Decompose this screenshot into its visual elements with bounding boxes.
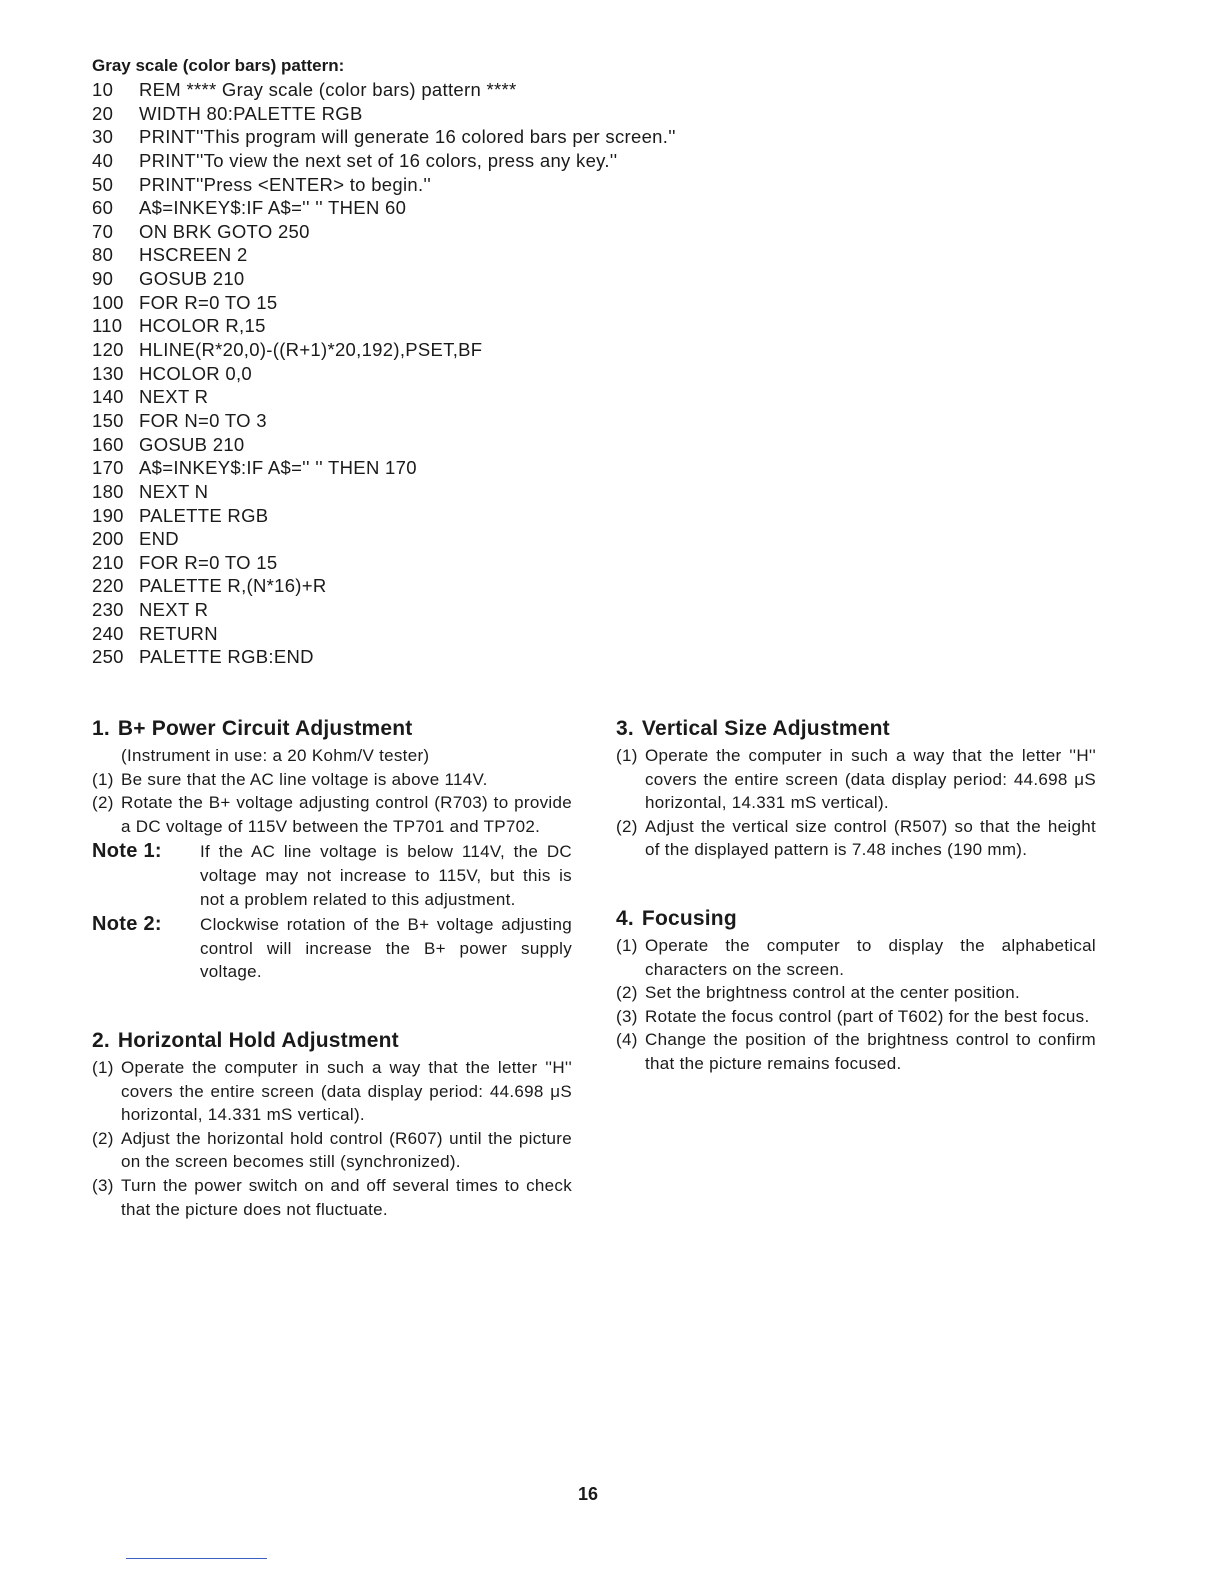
item-text: Adjust the vertical size control (R507) so that the height of the displayed pattern is 7.48 inches (190 mm). xyxy=(645,816,1096,860)
code-text: WIDTH 80:PALETTE RGB xyxy=(139,102,363,124)
program-title: Gray scale (color bars) pattern: xyxy=(92,56,345,75)
line-number: 130 xyxy=(92,362,124,384)
code-line xyxy=(92,338,812,362)
page-number: 16 xyxy=(577,1484,599,1504)
list-item xyxy=(616,1005,1096,1029)
code-lines xyxy=(92,78,812,669)
note-text: If the AC line voltage is below 114V, the DC voltage may not increase to 115V, but this is not a problem related to this adjustment. xyxy=(200,842,572,909)
line-number: 250 xyxy=(92,646,124,668)
item-text: Set the brightness control at the center position. xyxy=(645,983,1021,1003)
item-text: Change the position of the brightness control to confirm that the picture remains focused. xyxy=(645,1030,1096,1073)
item-text: Operate the computer to display the alphabetical characters on the screen. xyxy=(645,935,1096,979)
code-line xyxy=(92,527,812,551)
line-number: 80 xyxy=(92,244,114,266)
item-text: Operate the computer in such a way that the letter ''H'' covers the entire screen (data display period: 44.698 μS horizontal, 14.331 mS vertical). xyxy=(121,1057,572,1125)
section-b-plus-power-circuit xyxy=(92,714,572,984)
code-line xyxy=(92,362,812,386)
section-number: 2. xyxy=(92,1028,110,1052)
line-number: 50 xyxy=(92,173,114,195)
code-line xyxy=(92,409,812,433)
line-number: 200 xyxy=(92,528,124,550)
code-line xyxy=(92,149,812,173)
code-text: FOR R=0 TO 15 xyxy=(139,291,278,313)
item-marker: (1) xyxy=(92,1057,114,1077)
code-text: FOR N=0 TO 3 xyxy=(139,409,267,431)
section-number: 4. xyxy=(616,906,634,930)
line-number: 10 xyxy=(92,79,114,100)
code-text: HCOLOR 0,0 xyxy=(139,362,253,384)
code-text: GOSUB 210 xyxy=(139,433,245,455)
section-heading xyxy=(616,714,1096,744)
line-number: 150 xyxy=(92,409,124,431)
code-text: GOSUB 210 xyxy=(139,268,245,290)
note-text: Clockwise rotation of the B+ voltage adjusting control will increase the B+ power supply voltage. xyxy=(200,915,572,982)
code-text: NEXT R xyxy=(139,386,209,408)
code-text: PRINT''To view the next set of 16 colors, press any key.'' xyxy=(139,149,618,171)
code-line xyxy=(92,314,812,338)
item-text: Operate the computer in such a way that the letter ''H'' covers the entire screen (data display period: 44.698 μS horizontal, 14.331 mS vertical). xyxy=(645,746,1096,813)
section-focusing xyxy=(616,904,1096,1076)
code-line xyxy=(92,220,812,244)
note xyxy=(92,840,572,911)
list-item xyxy=(92,768,572,792)
item-list xyxy=(92,768,572,839)
code-line xyxy=(92,173,812,197)
code-line xyxy=(92,125,812,149)
notes-list xyxy=(92,840,572,984)
code-text: PALETTE R,(N*16)+R xyxy=(139,575,327,597)
list-item xyxy=(92,1127,572,1174)
code-text: ON BRK GOTO 250 xyxy=(139,220,310,242)
code-line xyxy=(92,456,812,480)
item-marker: (4) xyxy=(616,1030,638,1050)
code-line xyxy=(92,102,812,126)
list-item xyxy=(92,791,572,838)
code-text: END xyxy=(139,528,179,550)
section-number: 1. xyxy=(92,717,110,740)
line-number: 180 xyxy=(92,480,124,502)
item-marker: (2) xyxy=(92,793,114,813)
line-number: 170 xyxy=(92,457,124,479)
list-item xyxy=(92,1174,572,1221)
code-text: A$=INKEY$:IF A$='' '' THEN 170 xyxy=(139,457,417,479)
footer-rule xyxy=(126,1558,267,1559)
code-line xyxy=(92,574,812,598)
item-list xyxy=(616,934,1096,1076)
section-horizontal-hold xyxy=(92,1026,572,1221)
code-text: REM **** Gray scale (color bars) pattern **** xyxy=(139,79,517,100)
list-item xyxy=(92,1056,572,1127)
code-text: NEXT N xyxy=(139,480,209,502)
line-number: 190 xyxy=(92,504,124,526)
list-item xyxy=(616,815,1096,862)
basic-program-listing xyxy=(92,54,812,669)
item-text: Rotate the focus control (part of T602) for the best focus. xyxy=(645,1006,1090,1026)
code-text: PALETTE RGB xyxy=(139,504,269,526)
code-line xyxy=(92,622,812,646)
code-text: FOR R=0 TO 15 xyxy=(139,551,278,573)
code-text: NEXT R xyxy=(139,599,209,621)
item-list xyxy=(616,744,1096,862)
code-line xyxy=(92,196,812,220)
list-item xyxy=(616,744,1096,815)
item-marker: (1) xyxy=(92,769,114,789)
line-number: 40 xyxy=(92,149,114,171)
item-text: Turn the power switch on and off several times to check that the picture does not fluctuate. xyxy=(121,1175,572,1219)
code-text: HLINE(R*20,0)-((R+1)*20,192),PSET,BF xyxy=(139,339,483,361)
code-text: HSCREEN 2 xyxy=(139,244,248,266)
code-line xyxy=(92,480,812,504)
code-line xyxy=(92,243,812,267)
line-number: 100 xyxy=(92,291,124,313)
list-item xyxy=(616,1028,1096,1075)
list-item xyxy=(616,981,1096,1005)
item-list xyxy=(92,1056,572,1221)
section-title: Horizontal Hold Adjustment xyxy=(117,1028,399,1052)
code-text: PALETTE RGB:END xyxy=(139,646,314,668)
line-number: 230 xyxy=(92,599,124,621)
line-number: 60 xyxy=(92,197,114,219)
note-label: Note 2: xyxy=(92,913,162,936)
item-marker: (2) xyxy=(92,1128,114,1148)
code-line xyxy=(92,433,812,457)
line-number: 70 xyxy=(92,220,114,242)
section-title: Focusing xyxy=(641,906,737,930)
note xyxy=(92,913,572,984)
line-number: 20 xyxy=(92,102,114,124)
line-number: 140 xyxy=(92,386,124,408)
code-text: HCOLOR R,15 xyxy=(139,315,266,337)
code-line xyxy=(92,78,812,102)
code-text: PRINT''Press <ENTER> to begin.'' xyxy=(139,173,432,195)
line-number: 30 xyxy=(92,126,114,148)
item-text: Rotate the B+ voltage adjusting control (R703) to provide a DC voltage of 115V between the TP701 and TP702. xyxy=(121,793,572,836)
line-number: 210 xyxy=(92,551,124,573)
line-number: 120 xyxy=(92,339,124,361)
item-marker: (2) xyxy=(616,983,638,1003)
item-marker: (3) xyxy=(616,1006,638,1026)
list-item xyxy=(616,934,1096,981)
item-marker: (1) xyxy=(616,935,638,955)
code-text: PRINT''This program will generate 16 colored bars per screen.'' xyxy=(139,126,676,148)
section-number: 3. xyxy=(616,717,634,740)
item-marker: (3) xyxy=(92,1175,114,1195)
code-text: A$=INKEY$:IF A$='' '' THEN 60 xyxy=(139,197,407,219)
code-line xyxy=(92,504,812,528)
section-title: B+ Power Circuit Adjustment xyxy=(117,717,413,740)
line-number: 240 xyxy=(92,622,124,644)
code-line xyxy=(92,291,812,315)
item-marker: (2) xyxy=(616,816,638,836)
item-marker: (1) xyxy=(616,746,638,765)
line-number: 110 xyxy=(92,315,123,337)
code-line xyxy=(92,551,812,575)
note-label: Note 1: xyxy=(92,840,162,863)
item-text: Adjust the horizontal hold control (R607) until the picture on the screen becomes still (synchronized). xyxy=(121,1128,572,1172)
section-heading xyxy=(92,714,572,744)
code-text: RETURN xyxy=(139,622,218,644)
code-line xyxy=(92,598,812,622)
code-line xyxy=(92,385,812,409)
section-title: Vertical Size Adjustment xyxy=(641,717,890,740)
line-number: 90 xyxy=(92,268,114,290)
section-heading xyxy=(616,904,1096,934)
item-text: Be sure that the AC line voltage is above 114V. xyxy=(121,769,488,789)
right-column xyxy=(616,714,1096,1100)
section-subtitle: (Instrument in use: a 20 Kohm/V tester) xyxy=(121,746,430,765)
line-number: 220 xyxy=(92,575,124,597)
code-line xyxy=(92,267,812,291)
section-heading xyxy=(92,1026,572,1056)
line-number: 160 xyxy=(92,433,124,455)
left-column xyxy=(92,714,572,1245)
section-vertical-size xyxy=(616,714,1096,862)
code-line xyxy=(92,645,812,669)
